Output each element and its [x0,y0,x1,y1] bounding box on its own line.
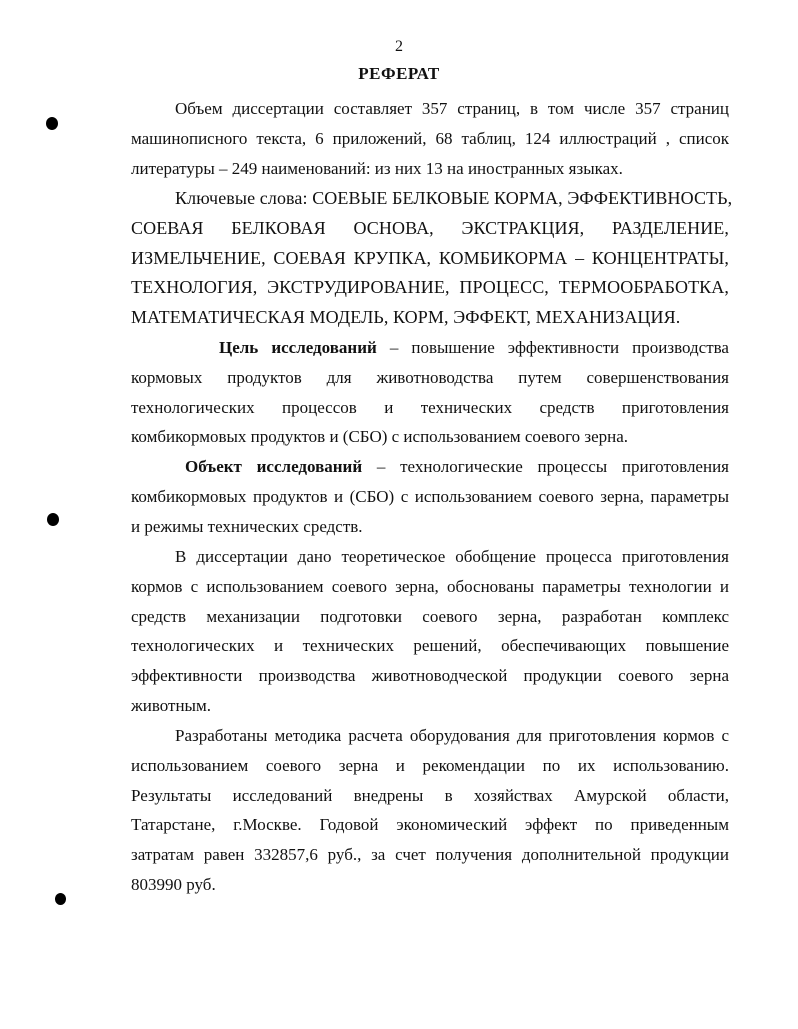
text-line: и режимы технических средств. [131,516,363,536]
text-line: средств механизации подготовки соевого зерна, разработан комплекс [131,606,729,626]
object-paragraph [131,452,729,541]
text-line: 803990 руб. [131,874,216,894]
text-line: комбикормовых продуктов и (СБО) с использованием соевого зерна, параметры [131,486,729,506]
keywords-paragraph [131,184,733,333]
text-line: Ключевые слова: СОЕВЫЕ БЕЛКОВЫЕ КОРМА, ЭФФЕКТИВНОСТЬ, [175,188,733,208]
text-line [131,452,729,482]
goal-paragraph [131,333,729,452]
text-line: технологических и технических решений, обеспечивающих повышение [131,636,729,656]
page-number: 2 [395,38,403,55]
text-line: МАТЕМАТИЧЕСКАЯ МОДЕЛЬ, КОРМ, ЭФФЕКТ, МЕХАНИЗАЦИЯ. [131,307,681,328]
text-line: Объем диссертации составляет 357 страниц, в том числе 357 страниц [175,99,729,118]
volume-paragraph [131,94,729,183]
text-line: технологических процессов и технических средств приготовления [131,397,729,417]
text-line: затратам равен 332857,6 руб., за счет получения дополнительной продукции [131,845,729,865]
object-heading: Объект исследований [185,457,363,476]
text-line: комбикормовых продуктов и (СБО) с использованием соевого зерна. [131,427,629,447]
text-line: животным. [131,695,211,715]
text-line: ИЗМЕЛЬЧЕНИЕ, СОЕВАЯ КРУПКА, КОМБИКОРМА – КОНЦЕНТРАТЫ, [131,247,729,268]
text-line: ТЕХНОЛОГИЯ, ЭКСТРУДИРОВАНИЕ, ПРОЦЕСС, ТЕРМООБРАБОТКА, [131,277,729,298]
goal-heading: Цель исследований [219,338,377,357]
document-title: РЕФЕРАТ [358,64,440,83]
binder-hole-mark [47,513,59,526]
text-line: Татарстане, г.Москве. Годовой экономический эффект по приведенным [131,815,729,835]
text-line: кормов с использованием соевого зерна, обоснованы параметры технологии и [131,576,729,596]
binder-hole-mark [55,893,66,905]
object-text: – технологические процессы приготовления [362,457,729,476]
summary-paragraph [131,542,729,721]
text-line: эффективности производства животноводческой продукции соевого зерна [131,666,729,686]
text-line: Результаты исследований внедрены в хозяйствах Амурской области, [131,785,729,805]
text-line: СОЕВАЯ БЕЛКОВАЯ ОСНОВА, ЭКСТРАКЦИЯ, РАЗДЕЛЕНИЕ, [131,217,729,238]
results-paragraph [131,721,729,900]
text-line [131,333,729,363]
text-line: литературы – 249 наименований: из них 13 на иностранных языках. [131,158,623,178]
text-line: машинописного текста, 6 приложений, 68 таблиц, 124 иллюстраций , список [131,128,729,148]
text-line: Разработаны методика расчета оборудования для приготовления кормов с [175,726,729,745]
text-line: В диссертации дано теоретическое обобщение процесса приготовления [175,547,729,566]
binder-hole-mark [46,117,58,130]
goal-text: – повышение эффективности производства [376,338,729,357]
text-line: использованием соевого зерна и рекомендации по их использованию. [131,755,729,775]
text-line: кормовых продуктов для животноводства путем совершенствования [131,367,729,387]
